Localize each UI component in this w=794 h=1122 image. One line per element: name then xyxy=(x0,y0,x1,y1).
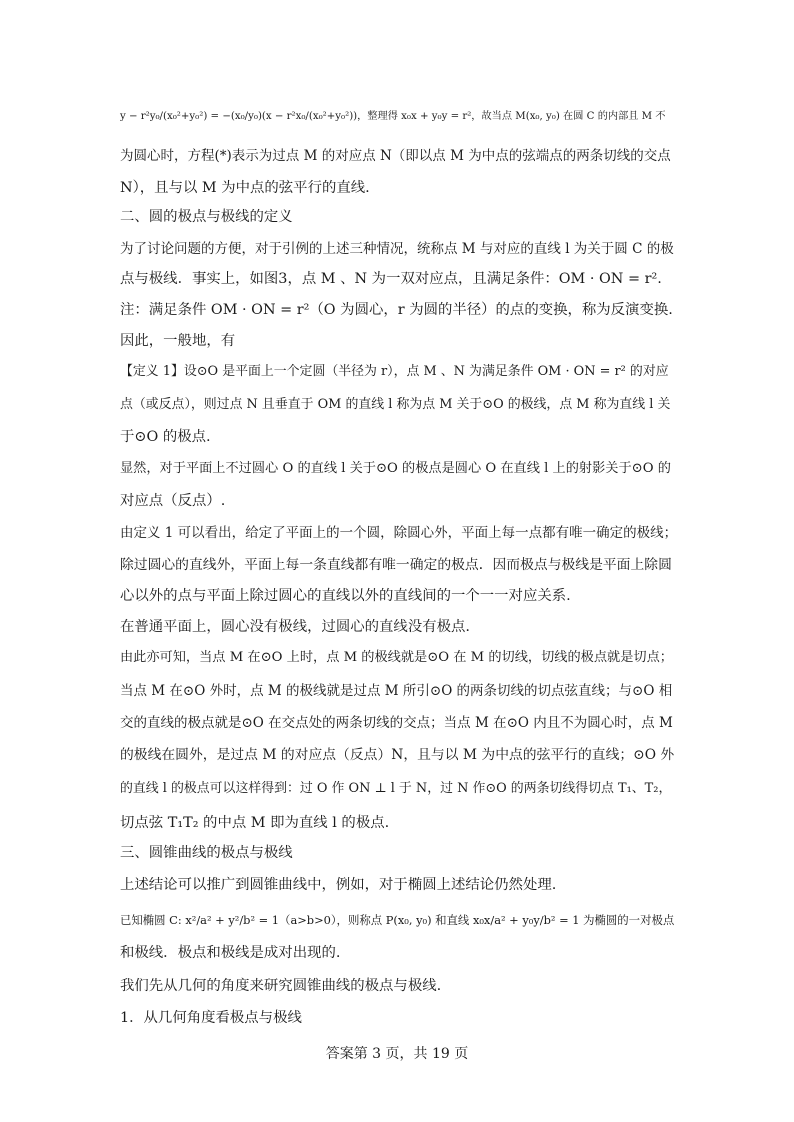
definition-line: 【定义 1】设⊙O 是平面上一个定圆（半径为 r），点 M 、N 为满足条件 OM · ON = r² 的对应 xyxy=(120,364,669,379)
text-line: 切点弦 T₁T₂ 的中点 M 即为直线 l 的极点. xyxy=(120,815,390,831)
text-line: 的极线在圆外，是过点 M 的对应点（反点）N，且与以 M 为中点的弦平行的直线；⊙O 外 xyxy=(120,747,675,763)
text-line: 当点 M 在⊙O 外时，点 M 的极线就是过点 M 所引⊙O 的两条切线的切点弦直线；与⊙O 相 xyxy=(120,683,673,699)
subsection-heading: 1．从几何角度看极点与极线 xyxy=(120,1010,302,1026)
text-line: 由定义 1 可以看出，给定了平面上的一个圆，除圆心外，平面上每一点都有唯一确定的极线； xyxy=(120,525,678,541)
text-line: 已知椭圆 C: x²/a² + y²/b² = 1（a>b>0），则称点 P(x₀, y₀) 和直线 x₀x/a² + y₀y/b² = 1 为椭圆的一对极点 xyxy=(120,913,675,927)
text-line: 对应点（反点）. xyxy=(120,493,226,509)
text-line: 交的直线的极点就是⊙O 在交点处的两条切线的交点；当点 M 在⊙O 内且不为圆心时，点 M xyxy=(120,715,673,731)
text-line: 心以外的点与平面上除过圆心的直线以外的直线间的一个一一对应关系. xyxy=(120,588,571,604)
text-line: 点（或反点），则过点 N 且垂直于 OM 的直线 l 称为点 M 关于⊙O 的极线，点 M 称为直线 l 关 xyxy=(120,397,671,412)
text-line: N），且与以 M 为中点的弦平行的直线. xyxy=(120,180,370,196)
text-line: 上述结论可以推广到圆锥曲线中，例如，对于椭圆上述结论仍然处理. xyxy=(120,877,557,893)
text-line: 由此亦可知，当点 M 在⊙O 上时，点 M 的极线就是⊙O 在 M 的切线，切线的极点就是切点； xyxy=(120,650,673,665)
text-line: 注：满足条件 OM · ON = r²（O 为圆心，r 为圆的半径）的点的变换，称为反演变换. xyxy=(120,302,673,318)
text-line: 因此，一般地，有 xyxy=(120,333,236,349)
text-line: 为了讨论问题的方便，对于引例的上述三种情况，统称点 M 与对应的直线 l 为关于圆 C 的极 xyxy=(120,241,674,257)
text-line: 我们先从几何的角度来研究圆锥曲线的极点与极线. xyxy=(120,978,442,994)
text-line: 显然，对于平面上不过圆心 O 的直线 l 关于⊙O 的极点是圆心 O 在直线 l 上的射影关于⊙O 的 xyxy=(120,461,671,476)
text-line: 在普通平面上，圆心没有极线，过圆心的直线没有极点. xyxy=(120,619,470,635)
text-line: 和极线．极点和极线是成对出现的. xyxy=(120,945,341,961)
text-line: 点与极线．事实上，如图3，点 M 、N 为一双对应点，且满足条件：OM · ON = r². xyxy=(120,271,662,287)
section-heading: 三、圆锥曲线的极点与极线 xyxy=(120,845,293,861)
text-line: 为圆心时，方程(*)表示为过点 M 的对应点 N（即以点 M 为中点的弦端点的两条切线的交点 xyxy=(120,148,671,164)
page-footer: 答案第 3 页，共 19 页 xyxy=(325,1046,469,1062)
text-line: 的直线 l 的极点可以这样得到：过 O 作 ON ⊥ l 于 N，过 N 作⊙O 的两条切线得切点 T₁、T₂， xyxy=(120,781,672,796)
text-line: 除过圆心的直线外，平面上每一条直线都有唯一确定的极点．因而极点与极线是平面上除圆 xyxy=(120,557,672,573)
text-line: 于⊙O 的极点. xyxy=(120,429,211,445)
text-line: y − r²y₀/(x₀²+y₀²) = −(x₀/y₀)(x − r²x₀/(x₀²+y₀²))，整理得 x₀x + y₀y = r²，故当点 M(x₀, y₀) 在圆 C 的内部且 M 不 xyxy=(120,111,666,122)
section-heading: 二、圆的极点与极线的定义 xyxy=(120,209,293,225)
